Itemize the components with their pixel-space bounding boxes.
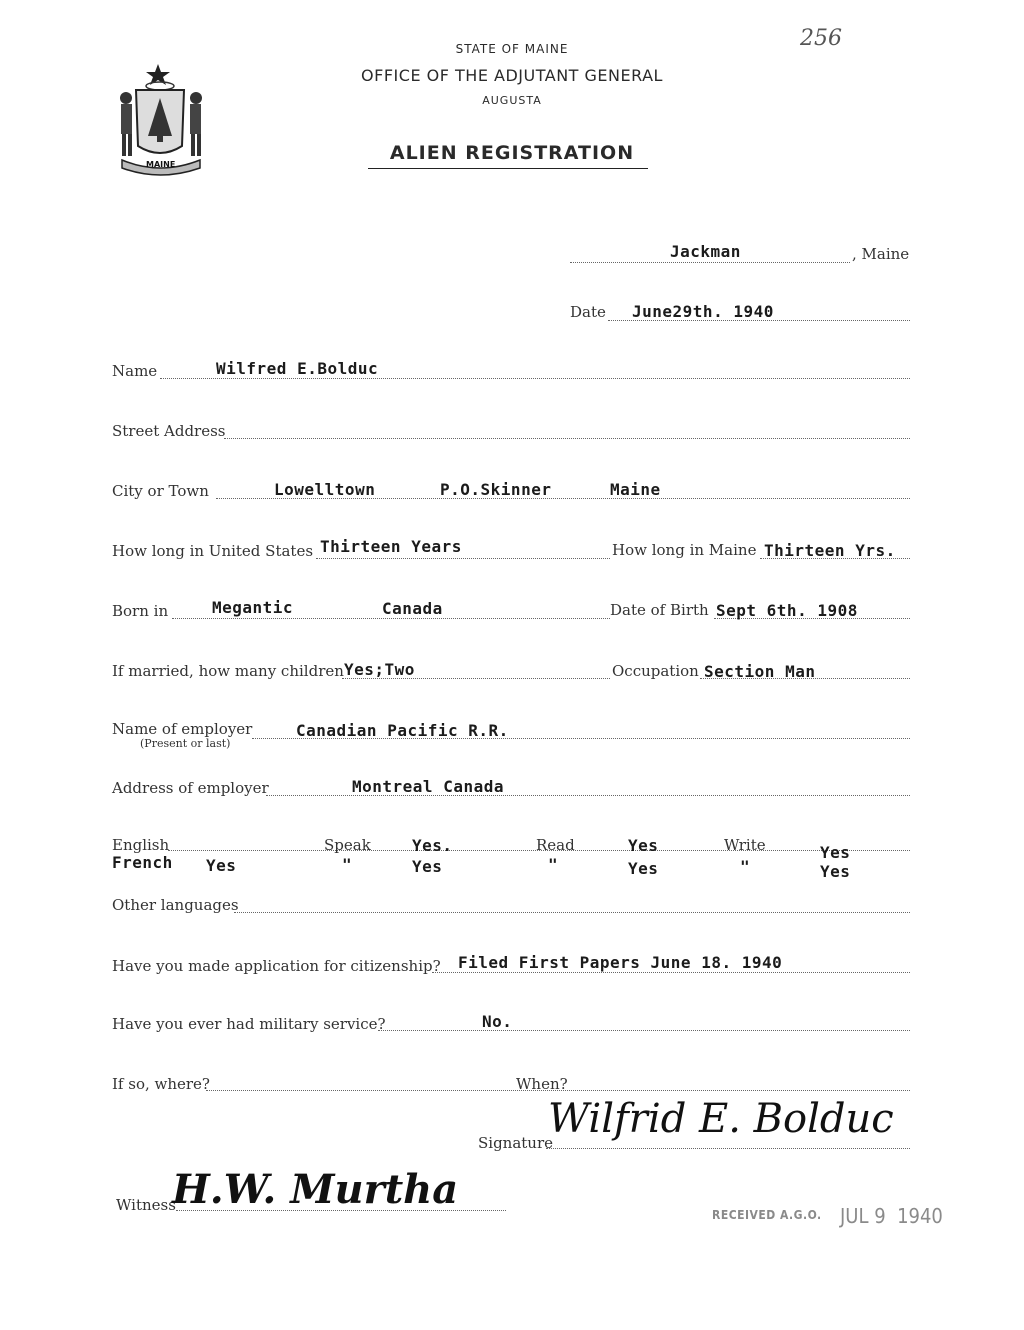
french-write-value: Yes xyxy=(820,862,851,881)
name-label: Name xyxy=(112,362,158,380)
signature-value: Wilfrid E. Bolduc xyxy=(548,1096,894,1142)
employer-address-value: Montreal Canada xyxy=(352,777,504,796)
signature-line xyxy=(546,1148,910,1149)
french-label: French xyxy=(112,853,173,872)
how-long-us-line xyxy=(316,558,610,559)
occupation-label: Occupation xyxy=(612,662,699,680)
other-languages-line xyxy=(234,912,910,913)
city-state-value: Maine xyxy=(610,480,661,499)
employer-sublabel: (Present or last) xyxy=(140,737,231,750)
how-long-us-label: How long in United States xyxy=(112,542,314,560)
citizenship-line xyxy=(432,972,910,973)
state-label: , Maine xyxy=(852,245,910,263)
read-label: Read xyxy=(536,836,575,854)
town-line xyxy=(570,262,850,263)
occupation-value: Section Man xyxy=(704,662,816,681)
english-write-value: Yes xyxy=(820,843,851,862)
dob-value: Sept 6th. 1908 xyxy=(716,601,858,620)
received-stamp: RECEIVED A.G.O. xyxy=(712,1208,822,1222)
military-label: Have you ever had military service? xyxy=(112,1015,386,1033)
city-label: City or Town xyxy=(112,482,209,500)
french-read-value: Yes xyxy=(628,859,659,878)
dob-label: Date of Birth xyxy=(610,601,709,619)
city-town-value: Lowelltown xyxy=(274,480,376,499)
english-speak-value: Yes. xyxy=(412,836,453,855)
when-label: When? xyxy=(516,1075,568,1093)
city-po-value: P.O.Skinner xyxy=(440,480,552,499)
english-label: English xyxy=(112,836,170,854)
name-line xyxy=(160,378,910,379)
other-languages-label: Other languages xyxy=(112,896,239,914)
military-line xyxy=(378,1030,910,1031)
witness-value: H.W. Murtha xyxy=(172,1166,459,1213)
how-long-maine-value: Thirteen Yrs. xyxy=(764,541,896,560)
how-long-us-value: Thirteen Years xyxy=(320,537,462,556)
signature-label: Signature xyxy=(478,1134,554,1152)
born-in-line xyxy=(172,618,610,619)
employer-address-label: Address of employer xyxy=(112,779,269,797)
received-stamp-date: JUL 9 1940 xyxy=(840,1204,943,1228)
how-long-maine-label: How long in Maine xyxy=(612,541,757,559)
citizenship-value: Filed First Papers June 18. 1940 xyxy=(458,953,783,972)
french-read-ditto: " xyxy=(548,855,559,874)
french-write-ditto: " xyxy=(740,857,751,876)
english-read-value: Yes xyxy=(628,836,659,855)
street-label: Street Address xyxy=(112,422,226,440)
born-in-label: Born in xyxy=(112,602,169,620)
born-in-country: Canada xyxy=(382,599,443,618)
employer-value: Canadian Pacific R.R. xyxy=(296,721,509,740)
title-underline xyxy=(368,168,648,169)
write-label: Write xyxy=(724,836,766,854)
born-in-place: Megantic xyxy=(212,598,294,617)
citizenship-label: Have you made application for citizenship? xyxy=(112,957,441,975)
military-value: No. xyxy=(482,1012,513,1031)
french-speak-ditto: " xyxy=(342,855,353,874)
street-line xyxy=(224,438,910,439)
where-label: If so, where? xyxy=(112,1075,210,1093)
name-value: Wilfred E.Bolduc xyxy=(216,359,379,378)
seal-label: MAINE xyxy=(146,160,176,169)
town-value: Jackman xyxy=(670,242,741,261)
children-label: If married, how many children xyxy=(112,662,344,680)
header-city: AUGUSTA xyxy=(482,94,542,107)
header-state: STATE OF MAINE xyxy=(455,42,569,56)
speak-label: Speak xyxy=(324,836,371,854)
header-office: OFFICE OF THE ADJUTANT GENERAL xyxy=(361,66,663,85)
page-number: 256 xyxy=(800,26,842,51)
employer-label: Name of employer xyxy=(112,720,253,738)
date-label: Date xyxy=(570,303,606,321)
witness-label: Witness xyxy=(116,1196,176,1214)
date-value: June29th. 1940 xyxy=(632,302,774,321)
children-value: Yes;Two xyxy=(344,660,415,679)
french-speak-value: Yes xyxy=(412,857,443,876)
french-value: Yes xyxy=(206,856,237,875)
form-title: ALIEN REGISTRATION xyxy=(389,142,635,164)
state-seal xyxy=(108,58,218,178)
